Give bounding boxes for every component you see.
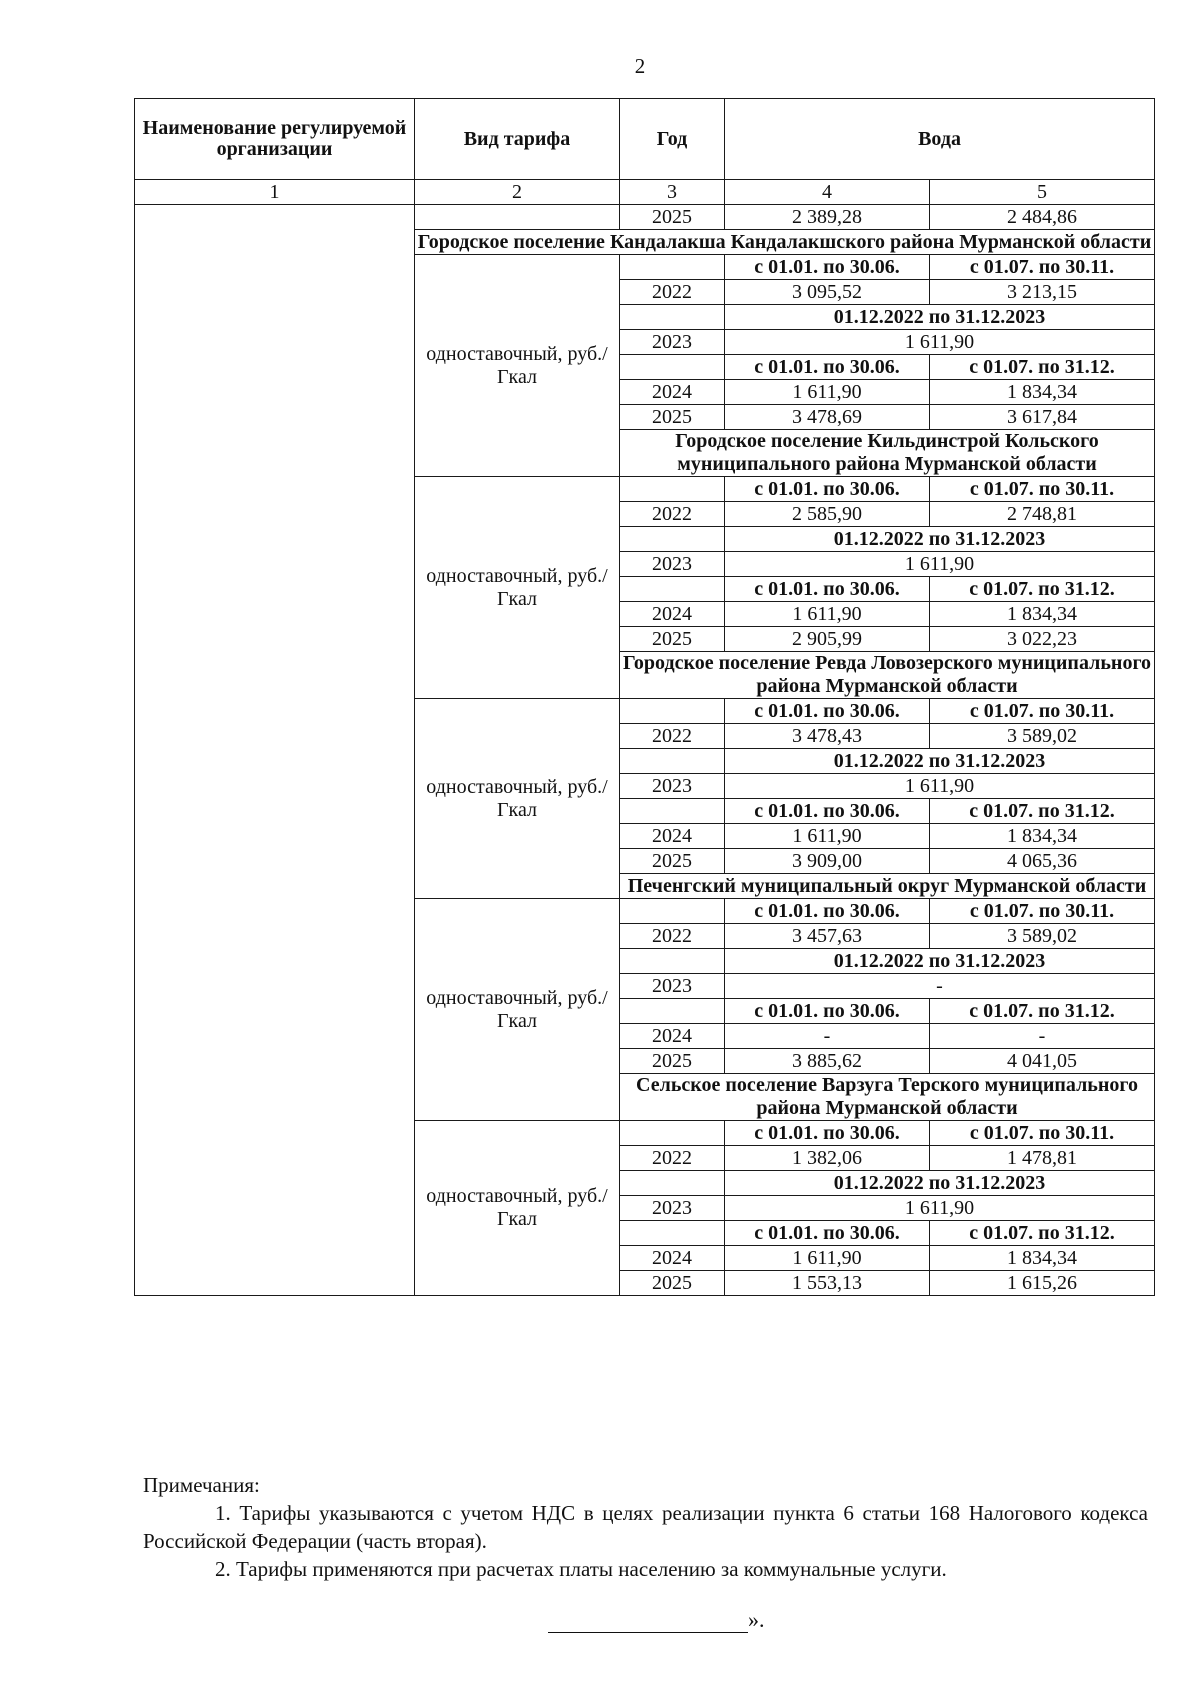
value-cell: - [725, 974, 1155, 999]
col-number: 3 [620, 180, 725, 205]
year-cell: 2025 [620, 627, 725, 652]
period-label: с 01.01. по 30.06. [725, 355, 930, 380]
year-cell: 2025 [620, 1271, 725, 1296]
table-header-row [135, 99, 1155, 180]
year-cell: 2025 [620, 1049, 725, 1074]
value-cell: 2 748,81 [930, 502, 1155, 527]
value-cell: 3 213,15 [930, 280, 1155, 305]
year-cell: 2024 [620, 1024, 725, 1049]
year-cell [620, 899, 725, 924]
value-cell: 1 834,34 [930, 380, 1155, 405]
tariff-type-cell [415, 205, 620, 230]
value-cell: 1 478,81 [930, 1146, 1155, 1171]
value-cell: 3 589,02 [930, 724, 1155, 749]
column-numbers-row [135, 180, 1155, 205]
year-cell [620, 255, 725, 280]
page-number: 2 [634, 54, 646, 78]
year-cell [620, 749, 725, 774]
year-cell: 2025 [620, 205, 725, 230]
year-cell: 2022 [620, 724, 725, 749]
year-cell: 2022 [620, 1146, 725, 1171]
year-cell: 2023 [620, 974, 725, 999]
header-water: Вода [725, 99, 1155, 180]
value-cell: 3 617,84 [930, 405, 1155, 430]
tariff-table [134, 98, 1155, 1296]
year-cell: 2025 [620, 405, 725, 430]
section-title: Печенгский муниципальный округ Мурманской области [620, 874, 1155, 899]
period-label: 01.12.2022 по 31.12.2023 [725, 949, 1155, 974]
value-cell: 1 611,90 [725, 824, 930, 849]
value-cell: - [725, 1024, 930, 1049]
year-cell [620, 949, 725, 974]
note-item: 1. Тарифы указываются с учетом НДС в целях реализации пункта 6 статьи 168 Налогового кодекса Российской Федерации (часть вторая). [143, 1501, 1148, 1553]
year-cell [620, 577, 725, 602]
header-tariff-type: Вид тарифа [415, 99, 620, 180]
value-cell: 1 611,90 [725, 774, 1155, 799]
tariff-type-cell: одноставочный, руб./Гкал [415, 1121, 620, 1296]
value-cell: 1 382,06 [725, 1146, 930, 1171]
col-number: 2 [415, 180, 620, 205]
period-label: с 01.01. по 30.06. [725, 899, 930, 924]
period-label: с 01.07. по 30.11. [930, 255, 1155, 280]
period-label: 01.12.2022 по 31.12.2023 [725, 749, 1155, 774]
section-title: Городское поселение Кильдинстрой Кольского муниципального района Мурманской области [620, 430, 1155, 477]
closing-quote: ». [748, 1607, 765, 1632]
year-cell [620, 999, 725, 1024]
year-cell: 2024 [620, 380, 725, 405]
year-cell [620, 1171, 725, 1196]
value-cell: 3 095,52 [725, 280, 930, 305]
closing-mark [548, 1607, 765, 1633]
year-cell [620, 527, 725, 552]
value-cell: 3 478,69 [725, 405, 930, 430]
org-name-cell [135, 205, 415, 1296]
value-cell: 1 611,90 [725, 1246, 930, 1271]
period-label: с 01.07. по 30.11. [930, 477, 1155, 502]
period-label: с 01.07. по 31.12. [930, 999, 1155, 1024]
value-cell: 1 834,34 [930, 824, 1155, 849]
value-cell: 1 611,90 [725, 552, 1155, 577]
header-org: Наименование регулируемой организации [135, 99, 415, 180]
value-cell: 2 389,28 [725, 205, 930, 230]
value-cell: 3 909,00 [725, 849, 930, 874]
year-cell: 2022 [620, 924, 725, 949]
period-label: с 01.01. по 30.06. [725, 699, 930, 724]
value-cell: 2 484,86 [930, 205, 1155, 230]
period-label: с 01.01. по 30.06. [725, 1221, 930, 1246]
year-cell [620, 1221, 725, 1246]
col-number: 4 [725, 180, 930, 205]
value-cell: 1 834,34 [930, 1246, 1155, 1271]
year-cell: 2023 [620, 1196, 725, 1221]
value-cell: 1 834,34 [930, 602, 1155, 627]
year-cell [620, 477, 725, 502]
period-label: с 01.07. по 31.12. [930, 1221, 1155, 1246]
period-label: с 01.07. по 31.12. [930, 577, 1155, 602]
year-cell: 2024 [620, 602, 725, 627]
value-cell: 4 065,36 [930, 849, 1155, 874]
year-cell: 2023 [620, 552, 725, 577]
tariff-type-cell: одноставочный, руб./Гкал [415, 255, 620, 477]
value-cell: 4 041,05 [930, 1049, 1155, 1074]
value-cell: 2 905,99 [725, 627, 930, 652]
year-cell [620, 1121, 725, 1146]
period-label: 01.12.2022 по 31.12.2023 [725, 305, 1155, 330]
value-cell: 3 589,02 [930, 924, 1155, 949]
value-cell: - [930, 1024, 1155, 1049]
col-number: 5 [930, 180, 1155, 205]
table-row [135, 205, 1155, 230]
period-label: с 01.01. по 30.06. [725, 799, 930, 824]
value-cell: 1 553,13 [725, 1271, 930, 1296]
period-label: с 01.07. по 30.11. [930, 1121, 1155, 1146]
year-cell: 2023 [620, 774, 725, 799]
value-cell: 3 478,43 [725, 724, 930, 749]
period-label: с 01.01. по 30.06. [725, 255, 930, 280]
col-number: 1 [135, 180, 415, 205]
notes [143, 1471, 1148, 1583]
section-title: Сельское поселение Варзуга Терского муниципального района Мурманской области [620, 1074, 1155, 1121]
tariff-type-cell: одноставочный, руб./Гкал [415, 477, 620, 699]
section-title: Городское поселение Ревда Ловозерского муниципального района Мурманской области [620, 652, 1155, 699]
signature-line [548, 1614, 748, 1633]
value-cell: 2 585,90 [725, 502, 930, 527]
year-cell [620, 305, 725, 330]
tariff-type-cell: одноставочный, руб./Гкал [415, 699, 620, 899]
header-year: Год [620, 99, 725, 180]
year-cell: 2023 [620, 330, 725, 355]
value-cell: 1 611,90 [725, 602, 930, 627]
section-title: Городское поселение Кандалакша Кандалакшского района Мурманской области [415, 230, 1155, 255]
value-cell: 3 885,62 [725, 1049, 930, 1074]
year-cell: 2024 [620, 1246, 725, 1271]
period-label: 01.12.2022 по 31.12.2023 [725, 1171, 1155, 1196]
period-label: с 01.01. по 30.06. [725, 1121, 930, 1146]
value-cell: 1 611,90 [725, 1196, 1155, 1221]
value-cell: 3 022,23 [930, 627, 1155, 652]
period-label: с 01.01. по 30.06. [725, 577, 930, 602]
period-label: с 01.07. по 30.11. [930, 699, 1155, 724]
value-cell: 1 615,26 [930, 1271, 1155, 1296]
period-label: 01.12.2022 по 31.12.2023 [725, 527, 1155, 552]
period-label: с 01.07. по 31.12. [930, 799, 1155, 824]
period-label: с 01.07. по 31.12. [930, 355, 1155, 380]
value-cell: 1 611,90 [725, 380, 930, 405]
note-item: 2. Тарифы применяются при расчетах платы населению за коммунальные услуги. [215, 1557, 947, 1581]
year-cell: 2024 [620, 824, 725, 849]
value-cell: 3 457,63 [725, 924, 930, 949]
notes-title: Примечания: [143, 1473, 260, 1497]
year-cell: 2025 [620, 849, 725, 874]
period-label: с 01.01. по 30.06. [725, 477, 930, 502]
year-cell [620, 355, 725, 380]
period-label: с 01.07. по 30.11. [930, 899, 1155, 924]
year-cell [620, 799, 725, 824]
tariff-type-cell: одноставочный, руб./Гкал [415, 899, 620, 1121]
year-cell: 2022 [620, 502, 725, 527]
period-label: с 01.01. по 30.06. [725, 999, 930, 1024]
value-cell: 1 611,90 [725, 330, 1155, 355]
year-cell [620, 699, 725, 724]
year-cell: 2022 [620, 280, 725, 305]
